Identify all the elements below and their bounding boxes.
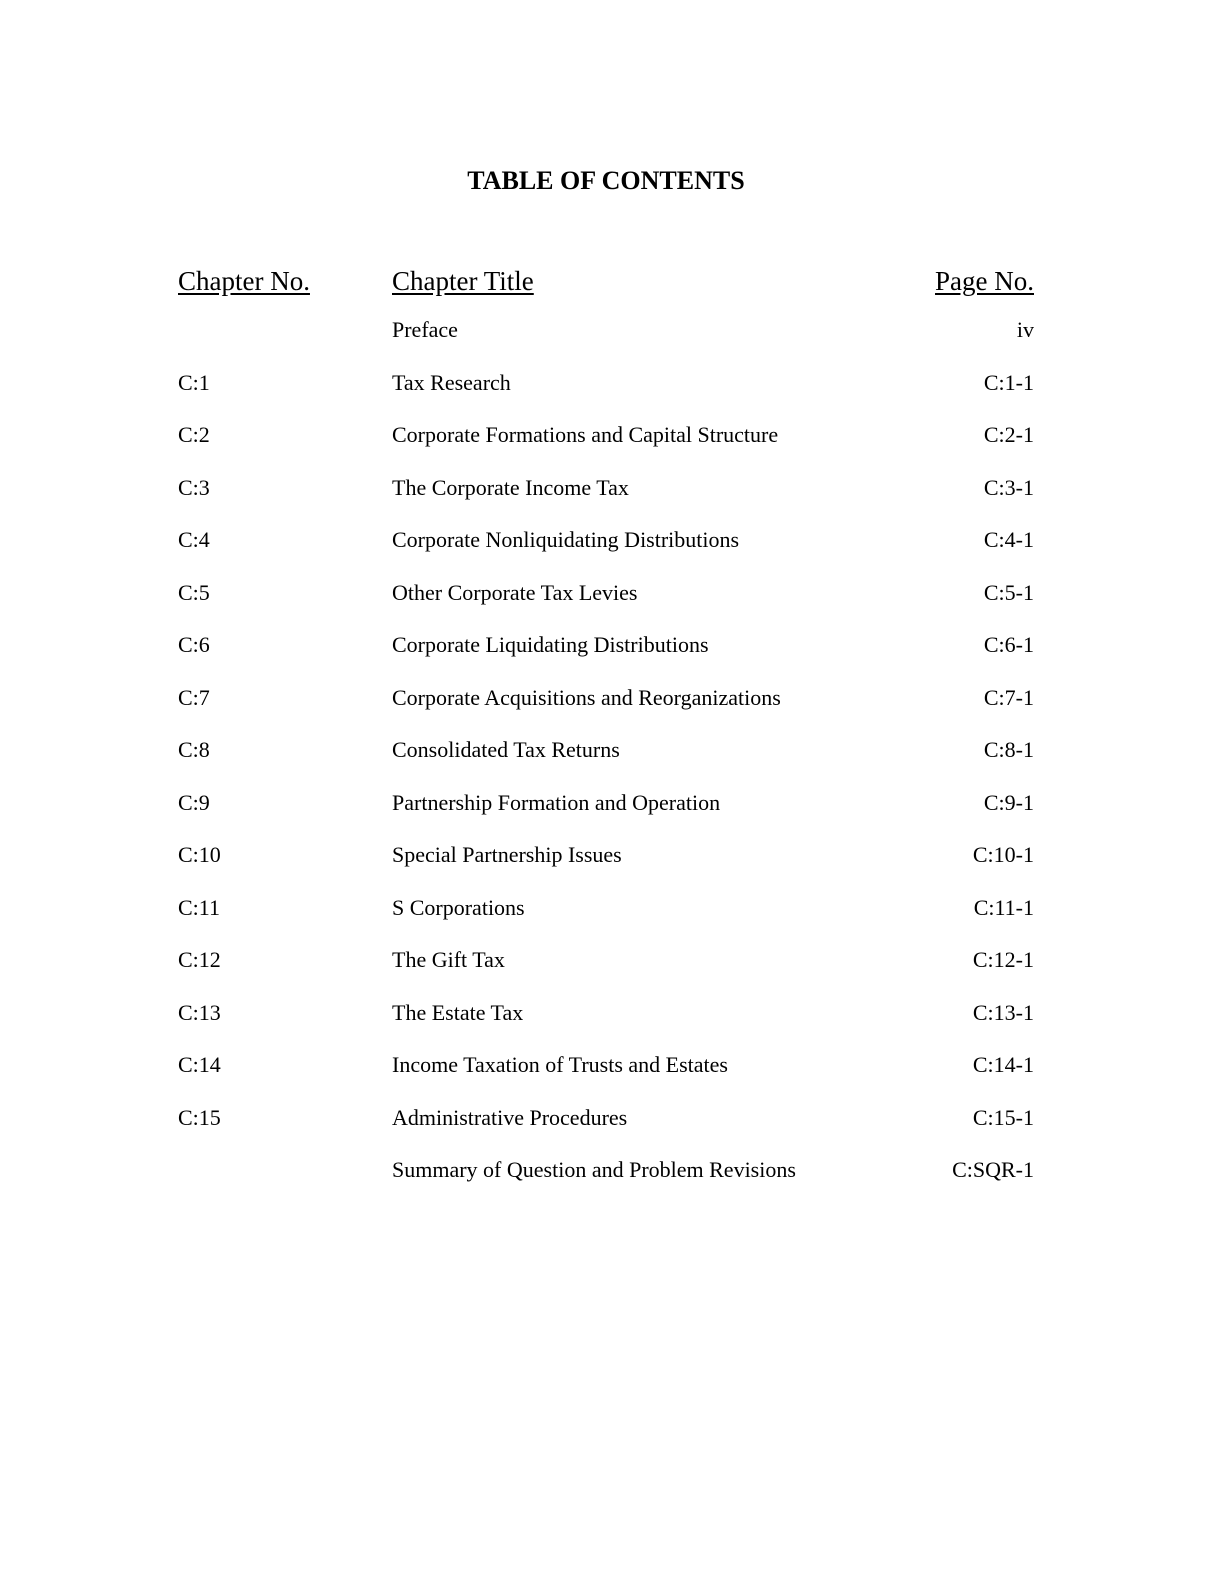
chapter-number: C:6 <box>178 632 210 657</box>
toc-entry <box>178 316 1034 369</box>
toc-entry <box>178 736 1034 789</box>
chapter-title: Corporate Nonliquidating Distributions <box>392 527 740 552</box>
chapter-number: C:9 <box>178 789 210 815</box>
chapter-title: Administrative Procedures <box>392 1104 628 1130</box>
chapter-title: Tax Research <box>392 369 511 395</box>
chapter-number: C:7 <box>178 684 210 710</box>
page-number: C:12-1 <box>972 947 1034 972</box>
toc-entry <box>178 631 1034 684</box>
chapter-number: C:11 <box>178 894 220 920</box>
page-number: C:10-1 <box>972 842 1034 867</box>
chapter-title: Corporate Acquisitions and Reorganizations <box>392 684 781 710</box>
chapter-title: Partnership Formation and Operation <box>392 789 721 815</box>
page-number: C:8-1 <box>983 737 1034 762</box>
chapter-title: Special Partnership Issues <box>392 842 622 867</box>
toc-entry <box>178 894 1034 947</box>
chapter-number: C:1 <box>178 369 210 395</box>
chapter-title: Other Corporate Tax Levies <box>392 579 638 605</box>
chapter-number: C:2 <box>178 422 210 447</box>
chapter-number: C:3 <box>178 474 210 500</box>
chapter-number: C:13 <box>178 999 221 1025</box>
chapter-title: Consolidated Tax Returns <box>392 737 620 762</box>
chapter-title: Corporate Liquidating Distributions <box>392 632 709 657</box>
page-number: C:4-1 <box>983 527 1034 552</box>
chapter-title-header: Chapter Title <box>392 266 534 296</box>
toc-entry <box>178 999 1034 1052</box>
page-number: C:7-1 <box>983 684 1034 710</box>
page-number: C:11-1 <box>973 894 1034 920</box>
chapter-number: C:15 <box>178 1104 221 1130</box>
page-number: C:9-1 <box>983 789 1034 815</box>
chapter-number-header: Chapter No. <box>178 266 310 296</box>
chapter-title: Income Taxation of Trusts and Estates <box>392 1052 728 1077</box>
page-number: C:5-1 <box>983 579 1034 605</box>
page-number: C:15-1 <box>972 1104 1034 1130</box>
toc-entry <box>178 421 1034 474</box>
chapter-title: Preface <box>392 317 458 342</box>
toc-entry <box>178 474 1034 527</box>
chapter-title: S Corporations <box>392 894 525 920</box>
page-number: C:13-1 <box>972 999 1034 1025</box>
chapter-number: C:12 <box>178 947 221 972</box>
page-number: C:SQR-1 <box>952 1157 1034 1182</box>
toc-entry <box>178 841 1034 894</box>
toc-entry <box>178 789 1034 842</box>
chapter-title: The Estate Tax <box>392 999 524 1025</box>
toc-entry <box>178 369 1034 422</box>
chapter-number: C:4 <box>178 527 210 552</box>
page-title: TABLE OF CONTENTS <box>467 166 745 195</box>
chapter-number: C:5 <box>178 579 210 605</box>
chapter-number: C:14 <box>178 1052 221 1077</box>
page-number: C:14-1 <box>972 1052 1034 1077</box>
page-number: C:2-1 <box>983 422 1034 447</box>
toc-header-row <box>178 266 1034 316</box>
chapter-title: The Gift Tax <box>392 947 505 972</box>
table-of-contents <box>178 266 1034 1209</box>
chapter-number: C:8 <box>178 737 210 762</box>
page-number: iv <box>1016 317 1034 342</box>
page-number-header: Page No. <box>935 266 1034 296</box>
page-number: C:6-1 <box>983 632 1034 657</box>
chapter-title: The Corporate Income Tax <box>392 474 629 500</box>
toc-entry <box>178 1104 1034 1157</box>
page-number: C:1-1 <box>983 369 1034 395</box>
chapter-number: C:10 <box>178 842 221 867</box>
page-number: C:3-1 <box>983 474 1034 500</box>
chapter-title: Summary of Question and Problem Revisions <box>392 1157 796 1182</box>
chapter-title: Corporate Formations and Capital Structure <box>392 422 779 447</box>
toc-entry <box>178 946 1034 999</box>
toc-entry <box>178 684 1034 737</box>
toc-entry <box>178 1051 1034 1104</box>
toc-entry <box>178 579 1034 632</box>
toc-entry <box>178 1156 1034 1209</box>
toc-entry <box>178 526 1034 579</box>
